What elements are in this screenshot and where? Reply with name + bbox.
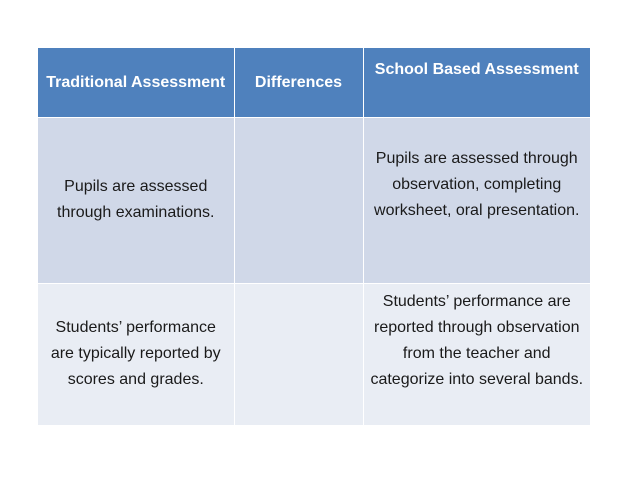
cell-school-based-method: Pupils are assessed through observation, completing worksheet, oral presentation. [363,117,590,283]
comparison-table [38,48,590,425]
header-differences: Differences [234,48,363,117]
cell-difference-method [234,117,363,283]
header-traditional-assessment: Traditional Assessment [38,48,234,117]
header-row [38,48,590,117]
cell-traditional-reporting: Students’ performance are typically reported by scores and grades. [38,283,234,425]
cell-school-based-reporting: Students’ performance are reported through observation from the teacher and categorize into several bands. [363,283,590,425]
cell-traditional-method: Pupils are assessed through examinations. [38,117,234,283]
cell-difference-reporting [234,283,363,425]
table-row [38,283,590,425]
table-row [38,117,590,283]
header-school-based-assessment: School Based Assessment [363,48,590,117]
